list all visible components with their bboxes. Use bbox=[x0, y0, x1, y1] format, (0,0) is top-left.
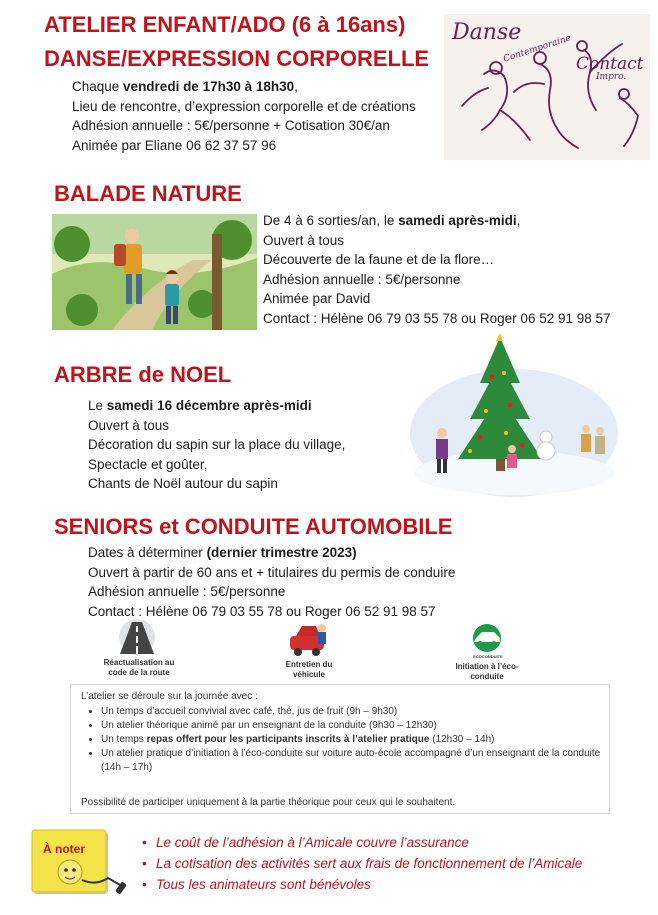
atelier-description: Lieu de rencontre, d’expression corporelle et de créations bbox=[72, 98, 416, 114]
eco-car-icon bbox=[464, 624, 510, 654]
hiking-illustration bbox=[52, 214, 257, 330]
dance-logo-word4: Impro. bbox=[596, 72, 627, 82]
atelier-fee: Adhésion annuelle : 5€/personne + Cotisation 30€/an bbox=[72, 118, 390, 133]
noel-date: Le samedi 16 décembre après-midi bbox=[88, 398, 312, 413]
atelier-schedule: Chaque vendredi de 17h30 à 18h30, bbox=[72, 79, 298, 94]
car-repair-caption: Entretien du véhicule bbox=[285, 660, 333, 679]
program-item: • Un atelier théorique animé par un enseignant de la conduite (9h30 – 12h30) bbox=[101, 719, 611, 733]
dance-logo-word1: Danse bbox=[452, 20, 522, 45]
seniors-dates: Dates à déterminer (dernier trimestre 2023) bbox=[88, 545, 357, 560]
a-noter-label: À noter bbox=[43, 842, 85, 856]
balade-fee: Adhésion annuelle : 5€/personne bbox=[263, 271, 461, 287]
note-item: • Le coût de l’adhésion à l’Amicale couvre l’assurance bbox=[142, 835, 469, 850]
noel-decoration: Décoration du sapin sur la place du village, bbox=[88, 437, 346, 452]
christmas-tree-illustration bbox=[410, 333, 618, 497]
seniors-fee: Adhésion annuelle : 5€/personne bbox=[88, 584, 286, 599]
eco-car-badge: ECOCONDUITE bbox=[473, 654, 503, 659]
balade-details bbox=[263, 211, 611, 328]
eco-car-caption: Initiation à l’éco-conduite bbox=[455, 662, 519, 681]
program-item: • Un temps repas offert pour les participants inscrits à l’atelier pratique (12h30 – 14h) bbox=[101, 733, 611, 747]
seniors-details bbox=[88, 543, 455, 621]
road-icon bbox=[114, 618, 160, 656]
seniors-title: SENIORS et CONDUITE AUTOMOBILE bbox=[54, 514, 453, 539]
program-footer: Possibilité de participer uniquement à la partie théorique pour ceux qui le souhaitent. bbox=[81, 797, 456, 808]
workshop-program-box bbox=[70, 684, 610, 814]
a-noter-badge bbox=[30, 828, 134, 908]
dance-logo bbox=[444, 14, 650, 160]
note-item: • La cotisation des activités sert aux frais de fonctionnement de l’Amicale bbox=[142, 856, 583, 871]
balade-audience: Ouvert à tous bbox=[263, 232, 345, 248]
balade-title: BALADE NATURE bbox=[54, 181, 242, 206]
program-item: • Un temps d’accueil convivial avec café, thé, jus de fruit (9h – 9h30) bbox=[101, 705, 611, 719]
balade-schedule: De 4 à 6 sorties/an, le samedi après-midi, bbox=[263, 213, 521, 228]
car-repair-icon bbox=[286, 622, 330, 658]
noel-show: Spectacle et goûter, bbox=[88, 456, 208, 472]
program-intro: L’atelier se déroule sur la journée avec : bbox=[81, 691, 258, 702]
noel-songs: Chants de Noël autour du sapin bbox=[88, 476, 278, 491]
dance-logo-word2: Contemporaine bbox=[502, 33, 573, 65]
noel-audience: Ouvert à tous bbox=[88, 417, 170, 433]
balade-contact: Contact : Hélène 06 79 03 55 78 ou Roger 06 52 91 98 57 bbox=[263, 310, 611, 326]
noel-title: ARBRE de NOEL bbox=[54, 362, 232, 387]
noel-details bbox=[88, 396, 345, 494]
atelier-host: Animée par Eliane 06 62 37 57 96 bbox=[72, 137, 277, 153]
balade-description: Découverte de la faune et de la flore… bbox=[263, 252, 495, 267]
atelier-title: ATELIER ENFANT/ADO (6 à 16ans) bbox=[44, 12, 406, 37]
seniors-audience: Ouvert à partir de 60 ans et + titulaires du permis de conduire bbox=[88, 564, 456, 580]
balade-host: Animée par David bbox=[263, 291, 371, 306]
program-item: • Un atelier pratique d’initiation à l’éco-conduite sur voiture auto-école accompagné d’un enseignant de la conduite (14h – 17h) bbox=[101, 747, 611, 775]
atelier-subtitle: DANSE/EXPRESSION CORPORELLE bbox=[44, 46, 430, 71]
program-list bbox=[87, 705, 611, 775]
note-item: • Tous les animateurs sont bénévoles bbox=[142, 877, 371, 892]
road-caption: Réactualisation au code de la route bbox=[103, 658, 175, 677]
notes-list bbox=[142, 832, 582, 895]
seniors-contact: Contact : Hélène 06 79 03 55 78 ou Roger 06 52 91 98 57 bbox=[88, 603, 436, 619]
atelier-details bbox=[72, 77, 416, 155]
dance-logo-word3: Contact bbox=[576, 54, 644, 74]
